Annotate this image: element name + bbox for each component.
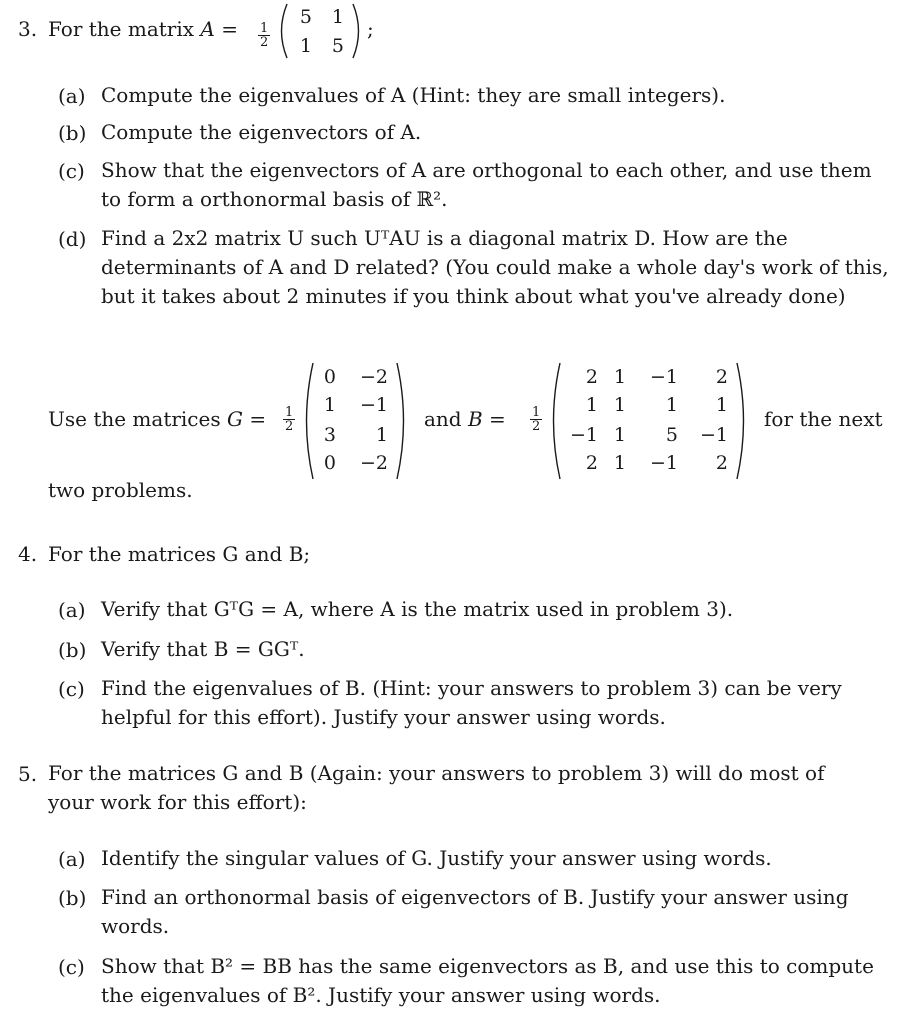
problem-3-number: 3. [18, 17, 38, 41]
problem-4a-text: Verify that GᵀG = A, where A is the matrix used in problem 3). [101, 597, 734, 621]
matrix-a-cell: 1 [331, 6, 344, 28]
problem-4b-text: Verify that B = GGᵀ. [101, 637, 305, 661]
problem-5a-text: Identify the singular values of G. Justify your answer using words. [101, 846, 772, 870]
and-b-label: and B = [424, 407, 506, 431]
problem-3-intro: For the matrix A = [48, 17, 238, 41]
part-label: (d) [58, 227, 87, 251]
problem-5c-text: Show that B² = BB has the same eigenvectors as B, and use this to compute the eigenvalues of B². Justify your answer using words. [101, 954, 874, 1007]
matrix-b-cell: 5 [665, 424, 678, 446]
part-label: (c) [58, 955, 85, 979]
for-the-next: for the next [764, 407, 883, 431]
right-paren [734, 360, 752, 482]
matrix-b-cell: 2 [585, 452, 598, 474]
problem-5-intro: For the matrices G and B (Again: your answers to problem 3) will do most of your work for this effort): [48, 761, 825, 814]
matrix-g-cell: 0 [323, 366, 336, 388]
one-half-fraction: $\frac{1}{2}$ [285, 405, 294, 434]
part-label: (a) [58, 847, 86, 871]
matrix-b-cell: 1 [665, 394, 678, 416]
matrix-b-cell: 1 [613, 424, 626, 446]
part-label: (b) [58, 121, 87, 145]
left-paren [298, 360, 316, 482]
problem-5b-text: Find an orthonormal basis of eigenvectors of B. Justify your answer using words. [101, 885, 849, 938]
matrices-lead: Use the matrices G = [48, 407, 267, 431]
matrix-g-cell: 3 [323, 424, 336, 446]
matrix-b-cell: −1 [699, 424, 728, 446]
two-problems: two problems. [48, 478, 193, 502]
one-half-fraction: $\frac{1}{2}$ [532, 405, 541, 434]
matrix-b-cell: 1 [715, 394, 728, 416]
right-paren [394, 360, 412, 482]
semicolon: ; [367, 17, 374, 41]
matrix-a-cell: 5 [299, 6, 312, 28]
problem-4-intro: For the matrices G and B; [48, 542, 311, 566]
matrix-b-cell: −1 [649, 366, 678, 388]
matrix-g-cell: 1 [375, 424, 388, 446]
problem-3d-text: Find a 2x2 matrix U such UᵀAU is a diagonal matrix D. How are the determinants of A and D related? (You could make a whole day's work of this, but it takes about 2 minutes if you think about what you've already done) [101, 226, 889, 308]
matrix-b-cell: −1 [569, 424, 598, 446]
matrix-g-cell: 0 [323, 452, 336, 474]
matrix-b-cell: 2 [715, 366, 728, 388]
matrix-a-cell: 1 [299, 35, 312, 57]
matrix-b-cell: 1 [613, 366, 626, 388]
problem-3c-text: Show that the eigenvectors of A are orthogonal to each other, and use them to form a orthonormal basis of ℝ². [101, 158, 872, 211]
part-label: (c) [58, 677, 85, 701]
one-half-fraction: $\frac{1}{2}$ [260, 21, 269, 50]
left-paren [545, 360, 563, 482]
problem-4c-text: Find the eigenvalues of B. (Hint: your answers to problem 3) can be very helpful for this effort). Justify your answer using words. [101, 676, 842, 729]
part-label: (a) [58, 84, 86, 108]
matrix-g-cell: −2 [359, 452, 388, 474]
part-label: (b) [58, 886, 87, 910]
part-label: (b) [58, 638, 87, 662]
matrix-b-cell: 2 [585, 366, 598, 388]
problem-3a-text: Compute the eigenvalues of A (Hint: they are small integers). [101, 83, 726, 107]
problem-4-number: 4. [18, 542, 38, 566]
matrix-g-cell: −2 [359, 366, 388, 388]
part-label: (a) [58, 598, 86, 622]
matrix-b-cell: 2 [715, 452, 728, 474]
matrix-b-cell: 1 [613, 452, 626, 474]
matrix-a-cell: 5 [331, 35, 344, 57]
left-paren [274, 2, 290, 60]
right-paren [350, 2, 366, 60]
problem-3b-text: Compute the eigenvectors of A. [101, 120, 422, 144]
matrix-g-cell: 1 [323, 394, 336, 416]
problem-5-number: 5. [18, 762, 38, 786]
matrix-g-cell: −1 [359, 394, 388, 416]
part-label: (c) [58, 159, 85, 183]
matrix-b-cell: −1 [649, 452, 678, 474]
matrix-b-cell: 1 [613, 394, 626, 416]
matrix-b-cell: 1 [585, 394, 598, 416]
